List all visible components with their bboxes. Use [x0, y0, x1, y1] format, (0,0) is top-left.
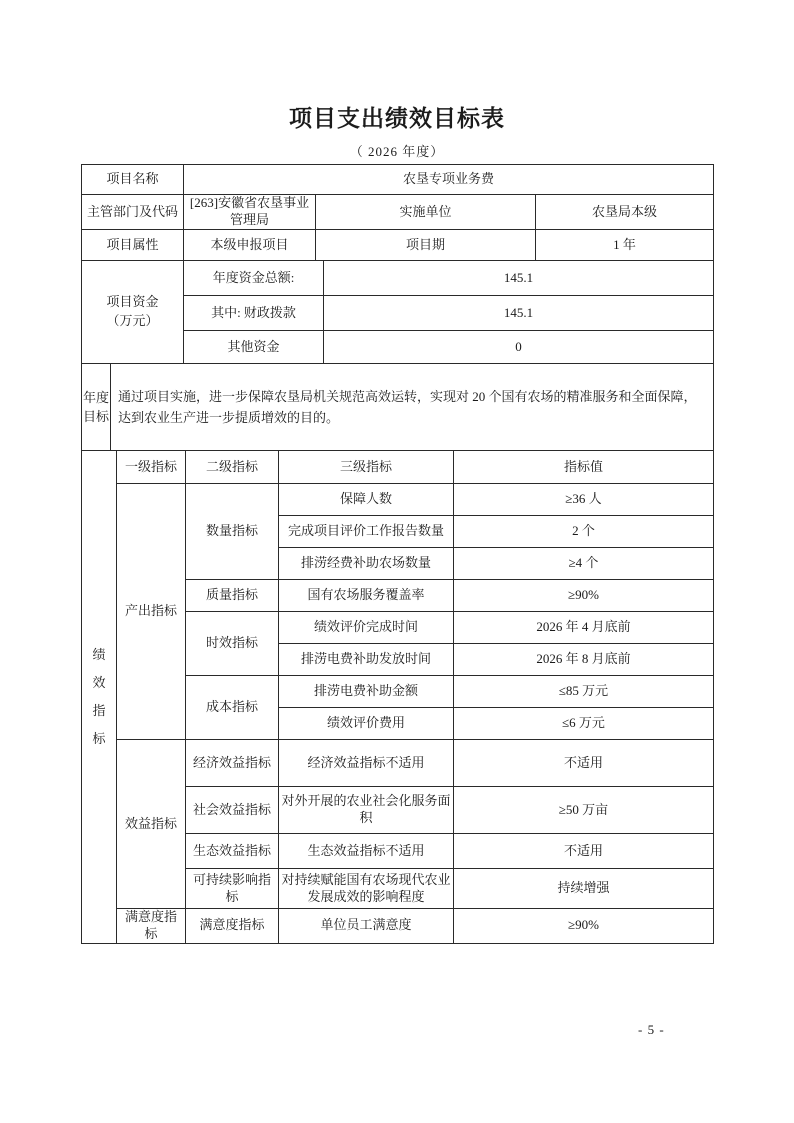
annual-goal-label: 年度目标	[82, 364, 111, 451]
indicator-value: ≥90%	[454, 580, 714, 612]
indicator-name: 排涝经费补助农场数量	[279, 548, 454, 580]
header-level2: 二级指标	[186, 451, 279, 484]
funds-other-value: 0	[324, 331, 714, 364]
perf-vertical-label: 绩效指标	[82, 451, 117, 944]
level2-satisfaction: 满意度指标	[186, 909, 279, 944]
project-name-label: 项目名称	[82, 165, 184, 195]
table-row	[82, 195, 714, 230]
table-row	[82, 451, 714, 484]
perf-table	[81, 450, 714, 944]
table-row	[82, 484, 714, 516]
indicator-value: 2 个	[454, 516, 714, 548]
indicator-name: 保障人数	[279, 484, 454, 516]
indicator-value: ≤6 万元	[454, 708, 714, 740]
page-number: - 5 -	[638, 1022, 665, 1037]
funds-other-label: 其他资金	[184, 331, 324, 364]
level2-social: 社会效益指标	[186, 787, 279, 834]
indicator-value: 不适用	[454, 834, 714, 869]
level2-sustainability: 可持续影响指标	[186, 869, 279, 909]
level2-economic: 经济效益指标	[186, 740, 279, 787]
funds-total-label: 年度资金总额:	[184, 261, 324, 296]
funds-label-line1: 项目资金	[106, 294, 159, 310]
level1-output: 产出指标	[117, 484, 186, 740]
level2-quantity: 数量指标	[186, 484, 279, 580]
level1-satisfaction: 满意度指标	[117, 909, 186, 944]
period-label: 项目期	[316, 230, 536, 261]
header-value: 指标值	[454, 451, 714, 484]
header-level1: 一级指标	[117, 451, 186, 484]
annual-goal-table	[81, 363, 714, 451]
funds-fiscal-label: 其中: 财政拨款	[184, 296, 324, 331]
main-table	[81, 164, 713, 944]
indicator-name: 单位员工满意度	[279, 909, 454, 944]
indicator-name: 排涝电费补助发放时间	[279, 644, 454, 676]
level2-quality: 质量指标	[186, 580, 279, 612]
impl-label: 实施单位	[316, 195, 536, 230]
table-row	[82, 364, 714, 451]
table-row	[82, 230, 714, 261]
level2-ecological: 生态效益指标	[186, 834, 279, 869]
indicator-value: 2026 年 8 月底前	[454, 644, 714, 676]
page-subtitle: （ 2026 年度）	[349, 144, 445, 159]
project-name-value: 农垦专项业务费	[184, 165, 714, 195]
table-row	[82, 165, 714, 195]
indicator-name: 国有农场服务覆盖率	[279, 580, 454, 612]
funds-label	[82, 261, 184, 364]
indicator-value: ≥90%	[454, 909, 714, 944]
funds-table	[81, 260, 714, 364]
annual-goal-text: 通过项目实施，进一步保障农垦局机关规范高效运转，实现对 20 个国有农场的精准服务和全面保障，达到农业生产进一步提质增效的目的。	[111, 364, 714, 451]
indicator-value: 持续增强	[454, 869, 714, 909]
level2-timeliness: 时效指标	[186, 612, 279, 676]
indicator-name: 生态效益指标不适用	[279, 834, 454, 869]
dept-label: 主管部门及代码	[82, 195, 184, 230]
table-row	[82, 740, 714, 787]
info-table	[81, 164, 714, 261]
attr-value: 本级申报项目	[184, 230, 316, 261]
funds-label-line2: （万元）	[106, 313, 159, 328]
indicator-name: 对持续赋能国有农场现代农业发展成效的影响程度	[279, 869, 454, 909]
indicator-value: ≥36 人	[454, 484, 714, 516]
indicator-name: 绩效评价费用	[279, 708, 454, 740]
table-row	[82, 261, 714, 296]
dept-value: [263]安徽省农垦事业管理局	[184, 195, 316, 230]
indicator-value: ≥50 万亩	[454, 787, 714, 834]
attr-label: 项目属性	[82, 230, 184, 261]
indicator-name: 经济效益指标不适用	[279, 740, 454, 787]
indicator-value: 2026 年 4 月底前	[454, 612, 714, 644]
level2-cost: 成本指标	[186, 676, 279, 740]
indicator-name: 完成项目评价工作报告数量	[279, 516, 454, 548]
level1-benefit: 效益指标	[117, 740, 186, 909]
indicator-name: 绩效评价完成时间	[279, 612, 454, 644]
table-row	[82, 909, 714, 944]
impl-value: 农垦局本级	[536, 195, 714, 230]
indicator-name: 对外开展的农业社会化服务面积	[279, 787, 454, 834]
indicator-value: ≤85 万元	[454, 676, 714, 708]
page-title: 项目支出绩效目标表	[289, 106, 505, 131]
header-level3: 三级指标	[279, 451, 454, 484]
period-value: 1 年	[536, 230, 714, 261]
funds-total-value: 145.1	[324, 261, 714, 296]
funds-fiscal-value: 145.1	[324, 296, 714, 331]
indicator-value: ≥4 个	[454, 548, 714, 580]
indicator-name: 排涝电费补助金额	[279, 676, 454, 708]
indicator-value: 不适用	[454, 740, 714, 787]
